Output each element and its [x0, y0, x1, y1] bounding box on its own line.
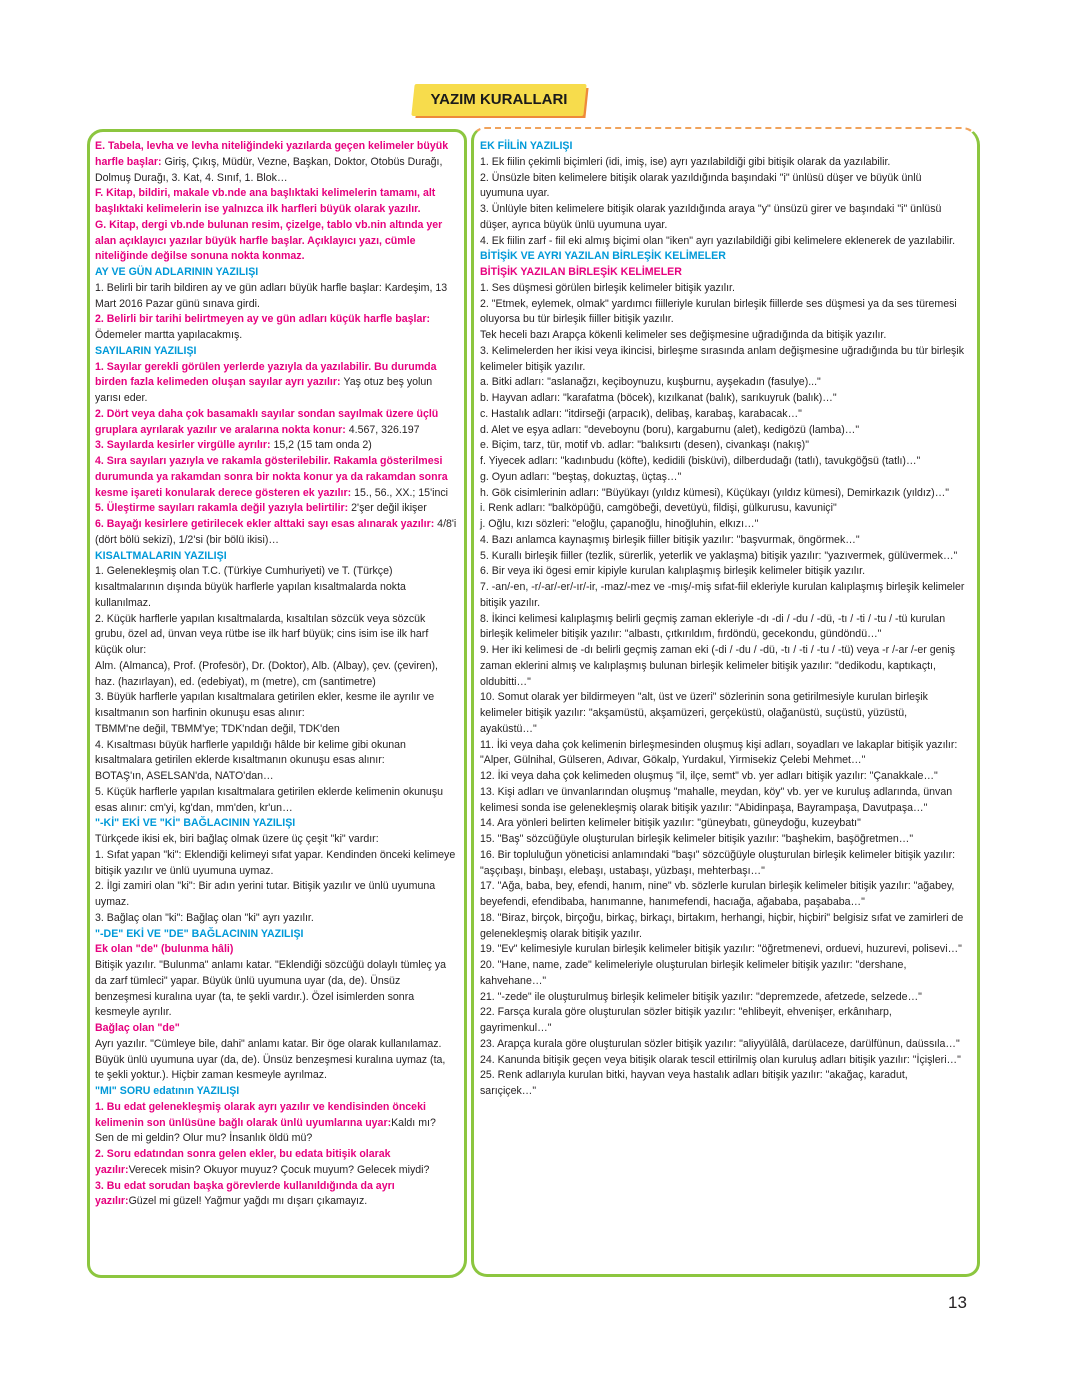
body-text: d. Alet ve eşya adları: "deveboynu (boru), kargaburnu (alet), kedigözü (lamba)…" [480, 423, 860, 436]
body-text: 18. "Biraz, birçok, birçoğu, birkaç, birkaçı, birtakım, herhangi, hiçbir, hiçbiri" belgisiz sıfat ve zamirleri de gelenekleşmiş olarak bitişik yazılır. [480, 911, 964, 940]
text-paragraph [480, 328, 966, 344]
text-paragraph [95, 218, 457, 265]
text-paragraph [95, 612, 457, 659]
text-paragraph [480, 1068, 966, 1100]
body-text: 2. İlgi zamiri olan "ki": Bir adın yerini tutar. Bitişik yazılır ve ünlü uyumuna uymaz. [95, 880, 436, 908]
text-paragraph [95, 454, 457, 501]
text-paragraph [480, 769, 966, 785]
body-text: Güzel mi güzel! Yağmur yağdı mı dışarı çıkamayız. [128, 1195, 368, 1208]
body-text: 11. İki veya daha çok kelimenin birleşmesinden oluşmuş kişi adları, soyadları ve lakaplar bitişik yazılır: "Alper, Gülnihal, Gülseren, Adıvar, Gökalp, Yurdakul, Yirmisekiz Çelebi Mehmet…" [480, 738, 958, 767]
body-text: 2. Ünsüzle biten kelimelere bitişik olarak yazıldığında başındaki "i" ünlüsü düşer ve büyük ünlü uyumuna uyar. [480, 171, 922, 200]
highlighted-rule: 4. Sıra sayıları yazıyla ve rakamla gösterilebilir. Rakamla gösterilmesi durumunda ya rakamdan sonra bir nokta konur ya da rakamdan sonra kesme işareti konularak derece gösteren ek yazılır: [95, 455, 448, 499]
highlighted-rule: 5. Üleştirme sayıları rakamla değil yazıyla belirtilir: [95, 502, 352, 515]
text-paragraph [480, 501, 966, 517]
text-paragraph [95, 1037, 457, 1084]
body-text: c. Hastalık adları: "itdirseği (arpacık), delibaş, karabaş, karabacak…" [480, 407, 802, 420]
body-text: 13. Kişi adları ve ünvanlarından oluşmuş "mahalle, meydan, köy" vb. yer ve kuruluş adlarında, ünvan kelimesi sonda ise gelenekleşmiş olarak bitişik yazılır: "Abidinpaşa, Bayrampaşa, Davutpaşa…" [480, 785, 953, 814]
body-text: BOTAŞ'ın, ASELSAN'da, NATO'dan… [95, 770, 274, 782]
body-text: Alm. (Almanca), Prof. (Profesör), Dr. (Doktor), Alb. (Albay), çev. (çeviren), haz. (hazırlayan), ed. (edebiyat), m (metre), cm (santimetre) [95, 659, 438, 688]
body-text: e. Biçim, tarz, tür, motif vb. adlar: "balıksırtı (desen), civankaşı (nakış)" [480, 439, 809, 452]
highlighted-rule: 3. Sayılarda kesirler virgülle ayrılır: [95, 439, 274, 452]
body-text: 4. Ek fiilin zarf - fiil eki almış biçimi olan "iken" ayrı yazılabildiği gibi kelimelere eklenerek de yazılabilir. [480, 234, 956, 247]
body-text: 4. Bazı anlamca kaynaşmış birleşik fiiller bitişik yazılır: "başvurmak, öngörmek…" [480, 533, 860, 546]
text-paragraph [95, 769, 457, 785]
text-paragraph [480, 911, 966, 943]
page-title-banner [413, 84, 585, 116]
text-paragraph [480, 391, 966, 407]
body-text: 12. İki veya daha çok kelimeden oluşmuş "il, ilçe, semt" vb. yer adları bitişik yazılır: "Çanakkale…" [480, 770, 938, 782]
text-paragraph [95, 785, 457, 817]
section-heading: BİTİŞİK VE AYRI YAZILAN BİRLEŞİK KELİMELER [480, 250, 726, 263]
text-paragraph [480, 344, 966, 376]
body-text: i. Renk adları: "balköpüğü, camgöbeği, devetüyü, fildişi, gülkurusu, kavuniçi" [480, 502, 837, 515]
highlighted-rule: G. Kitap, dergi vb.nde bulunan resim, çizelge, tablo vb.nin altında yer alan açıklayıcı yazılar büyük harfle başlar. Açıklayıcı yazı, cümle niteliğinde değilse sonuna nokta konmaz. [95, 218, 443, 263]
text-paragraph [480, 139, 966, 155]
body-text: Giriş, Çıkış, Müdür, Vezne, Başkan, Doktor, Otobüs Durağı, Dolmuş Durağı, 3. Kat, 4. Sınıf, 1. Blok… [95, 155, 443, 184]
body-text: 1. Ses düşmesi görülen birleşik kelimeler bitişik yazılır. [480, 281, 735, 294]
text-paragraph [95, 816, 457, 832]
page-title: YAZIM KURALLARI [430, 91, 568, 108]
section-heading: EK FİİLİN YAZILIŞI [480, 140, 573, 152]
highlighted-rule: 2. Soru edatından sonra gelen ekler, bu edata bitişik olarak yazılır: [95, 1148, 391, 1176]
text-paragraph [480, 879, 966, 911]
text-paragraph [480, 612, 966, 644]
highlighted-rule: F. Kitap, bildiri, makale vb.nde ana başlıktaki kelimelerin tamamı, alt başlıktaki kelimelerin ise yalnızca ilk harfleri büyük olarak yazılır. [95, 187, 436, 215]
body-text: 7. -an/-en, -r/-ar/-er/-ır/-ir, -maz/-mez ve -mış/-miş sıfat-fiil ekleriyle kurulan kalıplaşmış birleşik kelimeler bitişik yazılır. [480, 581, 965, 609]
text-paragraph [480, 549, 966, 565]
highlighted-rule: Bağlaç olan "de" [95, 1022, 180, 1034]
body-text: 3. Büyük harflerle yapılan kısaltmalara getirilen ekler, kesme ile ayrılır ve kısaltmanın son harfinin okunuşu esas alınır: [95, 691, 435, 719]
body-text: Verecek misin? Okuyor muyuz? Çocuk muyum? Gelecek miydi? [128, 1163, 430, 1176]
body-text: 23. Arapça kurala göre oluşturulan sözler bitişik yazılır: "aliyyülâlâ, darülaceze, darülfünun, daüssıla…" [480, 1037, 960, 1050]
body-text: 2'şer değil ikişer [351, 502, 427, 515]
text-paragraph [95, 879, 457, 911]
text-paragraph [95, 1084, 457, 1100]
body-text: 1. Sıfat yapan "ki": Eklendiği kelimeyi sıfat yapar. Kendinden önceki kelimeye bitişik yazılır ve ünlü uyumuna uymaz. [95, 848, 456, 877]
body-text: 21. "-zede" ile oluşturulmuş birleşik kelimeler bitişik yazılır: "depremzede, afetzede, selzede…" [480, 990, 922, 1003]
text-paragraph [95, 186, 457, 218]
body-text: 15. "Baş" sözcüğüyle oluşturulan birleşik kelimeler bitişik yazılır: "başhekim, başöğretmen…" [480, 833, 914, 845]
section-heading: KISALTMALARIN YAZILIŞI [95, 549, 227, 562]
text-paragraph [95, 360, 457, 407]
text-paragraph [480, 1037, 966, 1053]
body-text: Ödemeler martta yapılacakmış. [95, 329, 243, 341]
text-paragraph [95, 659, 457, 691]
page-number: 13 [948, 1293, 967, 1312]
highlighted-rule: BİTİŞİK YAZILAN BİRLEŞİK KELİMELER [480, 266, 682, 278]
body-text: 3. Ünlüyle biten kelimelere bitişik olarak yazıldığında araya "y" ünsüzü girer ve başındaki "i" ünlüsü düşer, ayrıca büyük ünlü uyumuna uyar. [480, 203, 942, 231]
highlighted-rule: Ek olan "de" (bulunma hâli) [95, 943, 234, 956]
body-text: 10. Somut olarak yer bildirmeyen "alt, üst ve üzeri" sözlerinin sona getirilmesiyle kurulan birleşik kelimeler bitişik yazılır: "akşamüstü, akşamüzeri, gerçeküstü, olağanüstü, suçüstü, yüzüstü, ayaküstü…" [480, 691, 928, 735]
body-text: 1. Ek fiilin çekimli biçimleri (idi, imiş, ise) ayrı yazılabildiği gibi bitişik olarak da yazılabilir. [480, 155, 891, 168]
text-paragraph [95, 1021, 457, 1037]
section-heading: "-Kİ" EKİ VE "Kİ" BAĞLACININ YAZILIŞI [95, 817, 296, 830]
body-text: 8. İkinci kelimesi kalıplaşmış belirli geçmiş zaman ekleriyle -dı -di / -du / -dü, -tı / -ti / -tu / -tü kurulan birleşik kelimeler bitişik yazılır: "albastı, çıtkırıldım, fırdöndü, gecekondu, gündöndü…" [480, 612, 946, 641]
body-text: 16. Bir topluluğun yöneticisi anlamındaki "başı" sözcüğüyle oluşturulan birleşik kelimeler bitişik yazılır: "aşçıbaşı, binbaşı, elebaşı, ustabaşı, yüzbaşı, mehterbaşı…" [480, 848, 956, 877]
body-text: j. Oğlu, kızı sözleri: "eloğlu, çapanoğlu, hinoğluhin, elkızı…" [480, 518, 759, 530]
highlighted-rule: 2. Dört veya daha çok basamaklı sayılar sondan sayılmak üzere üçlü gruplara ayrılarak yazılır ve aralarına nokta konur: [95, 407, 439, 436]
body-text: 19. "Ev" kelimesiyle kurulan birleşik kelimeler bitişik yazılır: "öğretmenevi, orduevi, huzurevi, polisevi…" [480, 943, 962, 956]
text-paragraph [480, 832, 966, 848]
text-paragraph [480, 202, 966, 234]
text-paragraph [95, 1147, 457, 1179]
text-paragraph [95, 549, 457, 565]
body-text: 17. "Ağa, baba, bey, efendi, hanım, nine" vb. sözlerle kurulan birleşik kelimeler bitişik yazılır: "ağabey, beyefendi, efendibaba, hanımanne, hanımefendi, hacıağa, ağababa, paşababa…" [480, 880, 955, 908]
body-text: 15., 56., XX.; 15'inci [354, 486, 448, 499]
text-paragraph [95, 501, 457, 517]
text-paragraph [480, 234, 966, 250]
text-paragraph [480, 486, 966, 502]
body-text: 3. Bağlaç olan "ki": Bağlaç olan "ki" ayrı yazılır. [95, 911, 314, 924]
body-text: 20. "Hane, name, zade" kelimeleriyle oluşturulan birleşik kelimeler bitişik yazılır: "dershane, kahvehane…" [480, 959, 907, 987]
text-paragraph [95, 1100, 457, 1147]
body-text: Ayrı yazılır. "Cümleye bile, dahi" anlamı katar. Bir öge olarak kullanılamaz. Büyük ünlü uyumuna uyar (da, de). Ünsüz benzeşmesi kuralına uymaz (ta, te şekli yoktur.). Hiçbir zaman kesmeyle ayrılmaz. [95, 1037, 446, 1082]
body-text: 1. Gelenekleşmiş olan T.C. (Türkiye Cumhuriyeti) ve T. (Türkçe) kısaltmalarının dışında büyük harflerle yapılan kısaltmalarda nokta kullanılmaz. [95, 565, 406, 609]
text-paragraph [95, 738, 457, 770]
text-paragraph [95, 722, 457, 738]
body-text: 22. Farsça kurala göre oluşturulan sözler bitişik yazılır: "ehlibeyit, ehvenişer, erkânıharp, gayrimenkul…" [480, 1006, 892, 1034]
text-paragraph [480, 690, 966, 737]
text-paragraph [480, 517, 966, 533]
text-paragraph [95, 848, 457, 880]
text-paragraph [95, 265, 457, 281]
section-heading: AY VE GÜN ADLARININ YAZILIŞI [95, 266, 259, 278]
text-paragraph [480, 533, 966, 549]
left-column-text [95, 139, 457, 1210]
text-paragraph [480, 990, 966, 1006]
text-paragraph [95, 438, 457, 454]
text-paragraph [95, 344, 457, 360]
body-text: 6. Bir veya iki ögesi emir kipiyle kurulan kalıplaşmış birleşik kelimeler bitişik yazılır. [480, 565, 866, 578]
body-text: h. Gök cisimlerinin adları: "Büyükayı (yıldız kümesi), Küçükayı (yıldız kümesi), Demirkazık (yıldız)…" [480, 486, 950, 499]
right-column-text [480, 139, 966, 1100]
text-paragraph [480, 375, 966, 391]
text-paragraph [480, 297, 966, 329]
body-text: f. Yiyecek adları: "kadınbudu (köfte), kedidili (bisküvi), dilberdudağı (tatlı), tavukgöğsü (tatlı)…" [480, 455, 921, 467]
text-paragraph [95, 911, 457, 927]
text-paragraph [480, 564, 966, 580]
text-paragraph [95, 312, 457, 344]
text-paragraph [95, 832, 457, 848]
section-heading: SAYILARIN YAZILIŞI [95, 344, 197, 357]
text-paragraph [480, 738, 966, 770]
body-text: 2. "Etmek, eylemek, olmak" yardımcı fiilleriyle kurulan birleşik fiillerde ses düşmesi ya da ses türemesi oluyorsa bu tür birleşik fiiller bitişik yazılır. [480, 297, 957, 326]
body-text: 9. Her iki kelimesi de -dı belirli geçmiş zaman eki (-di / -du / -dü, -tı / -ti / -tu / -tü) veya -r /-ar /-er geniş zaman eklerini almış ve kalıplaşmış bulunan birleşik kelimeler bitişik yazılır: "dedikodu, kaptıkaçtı, oldubitti…" [480, 644, 956, 688]
body-text: 4. Kısaltması büyük harflerle yapıldığı hâlde bir kelime gibi okunan kısaltmalara getirilen eklerde kısaltmanın okunuşu esas alınır: [95, 738, 406, 767]
body-text: a. Bitki adları: "aslanağzı, keçiboynuzu, kuşburnu, ayşekadın (fasulye)..." [480, 376, 821, 389]
body-text: b. Hayvan adları: "karafatma (böcek), kızılkanat (balık), sarıkuyruk (balık)…" [480, 392, 837, 404]
body-text: Tek heceli bazı Arapça kökenli kelimeler ses değişmesine uğradığında da bitişik yazılır. [480, 329, 887, 341]
body-text: Bitişik yazılır. "Bulunma" anlamı katar. "Eklendiği sözcüğü dolaylı tümleç ya da zarf tümleci" yapar. Büyük ünlü uyumuna uyar (da, de). Ünsüz benzeşmesi kuralına uyar (ta, te şekli vardır.). Özel isimlerden sonra kesmeyle ayrılır. [95, 959, 447, 1019]
text-paragraph [95, 1179, 457, 1211]
text-paragraph [95, 690, 457, 722]
text-paragraph [480, 470, 966, 486]
highlighted-rule: 6. Bayağı kesirlere getirilecek ekler alttaki sayı esas alınarak yazılır: [95, 518, 438, 530]
text-paragraph [95, 281, 457, 313]
highlighted-rule: 1. Bu edat gelenekleşmiş olarak ayrı yazılır ve kendisinden önceki kelimenin son ünlüsüne bağlı olarak ünlü uyumlarına uyar: [95, 1100, 426, 1129]
highlighted-rule: 2. Belirli bir tarihi belirtmeyen ay ve gün adları küçük harfle başlar: [95, 313, 431, 326]
text-paragraph [95, 564, 457, 611]
text-paragraph [480, 816, 966, 832]
highlighted-rule: 1. Sayılar gerekli görülen yerlerde yazıyla da yazılabilir. Bu durumda birden fazla kelimeden oluşan sayılar ayrı yazılır: [95, 360, 437, 389]
text-paragraph [480, 643, 966, 690]
body-text: g. Oyun adları: "beştaş, dokuztaş, üçtaş…" [480, 470, 682, 483]
body-text: Yaş otuz beş yolun yarısı eder. [95, 376, 433, 404]
body-text: 24. Kanunda bitişik geçen veya bitişik olarak tescil ettirilmiş olan kuruluş adları bitişik yazılır: "İçişleri…" [480, 1053, 961, 1066]
text-paragraph [480, 155, 966, 171]
text-paragraph [480, 848, 966, 880]
text-paragraph [480, 249, 966, 265]
text-paragraph [95, 942, 457, 958]
text-paragraph [480, 281, 966, 297]
text-paragraph [480, 942, 966, 958]
section-heading: "-DE" EKİ VE "DE" BAĞLACININ YAZILIŞI [95, 927, 304, 940]
body-text: 4/8'i (dört bölü sekizi), 1/2'si (bir bölü ikisi)… [95, 518, 457, 546]
body-text: 5. Kurallı birleşik fiiller (tezlik, sürerlik, yeterlik ve yaklaşma) bitişik yazılır: "yazıvermek, gülüvermek…" [480, 549, 958, 562]
text-paragraph [480, 958, 966, 990]
text-paragraph [480, 1005, 966, 1037]
text-paragraph [480, 171, 966, 203]
text-paragraph [95, 407, 457, 439]
text-paragraph [480, 1053, 966, 1069]
body-text: Kaldı mı? Sen de mi geldin? Olur mu? İnsanlık öldü mü? [95, 1116, 436, 1145]
text-paragraph [95, 139, 457, 186]
highlighted-rule: 3. Bu edat sorudan başka görevlerde kullanıldığında da ayrı yazılır: [95, 1179, 395, 1208]
body-text: 15,2 (15 tam onda 2) [273, 439, 372, 452]
text-paragraph [480, 407, 966, 423]
body-text: TBMM'ne değil, TBMM'ye; TDK'ndan değil, TDK'den [95, 722, 340, 735]
text-paragraph [480, 785, 966, 817]
body-text: 14. Ara yönleri belirten kelimeler bitişik yazılır: "güneybatı, güneydoğu, kuzeybatı" [480, 817, 861, 830]
body-text: 4.567, 326.197 [348, 423, 420, 436]
body-text: 25. Renk adlarıyla kurulan bitki, hayvan veya hastalık adları bitişik yazılır: "akağaç, karadut, sarıçiçek…" [480, 1069, 908, 1097]
text-paragraph [95, 958, 457, 1021]
text-paragraph [480, 438, 966, 454]
highlighted-rule: E. Tabela, levha ve levha niteliğindeki yazılarda geçen kelimeler büyük harfle başlar: [95, 140, 449, 168]
section-heading: "MI" SORU edatının YAZILIŞI [95, 1085, 240, 1097]
text-paragraph [480, 454, 966, 470]
body-text: 1. Belirli bir tarih bildiren ay ve gün adları büyük harfle başlar: Kardeşim, 13 Mart 2016 Pazar günü sınava girdi. [95, 281, 448, 310]
text-paragraph [480, 423, 966, 439]
text-paragraph [480, 265, 966, 281]
body-text: 3. Kelimelerden her ikisi veya ikincisi, birleşme sırasında anlam değişmesine uğradığında bu tür birleşik kelimeler bitişik yazılır. [480, 344, 965, 373]
body-text: Türkçede ikisi ek, biri bağlaç olmak üzere üç çeşit "ki" vardır: [95, 833, 379, 845]
text-paragraph [95, 517, 457, 549]
text-paragraph [480, 580, 966, 612]
body-text: 5. Küçük harflerle yapılan kısaltmalara getirilen eklerde kelimenin okunuşu esas alınır: cm'yi, kg'dan, mm'den, kr'un… [95, 785, 444, 814]
text-paragraph [95, 927, 457, 943]
body-text: 2. Küçük harflerle yapılan kısaltmalarda, kısaltılan sözcük veya sözcük grubu, özel ad, ünvan veya rütbe ise ilk harf büyük; cins isim ise ilk harf küçük olur: [95, 612, 429, 656]
